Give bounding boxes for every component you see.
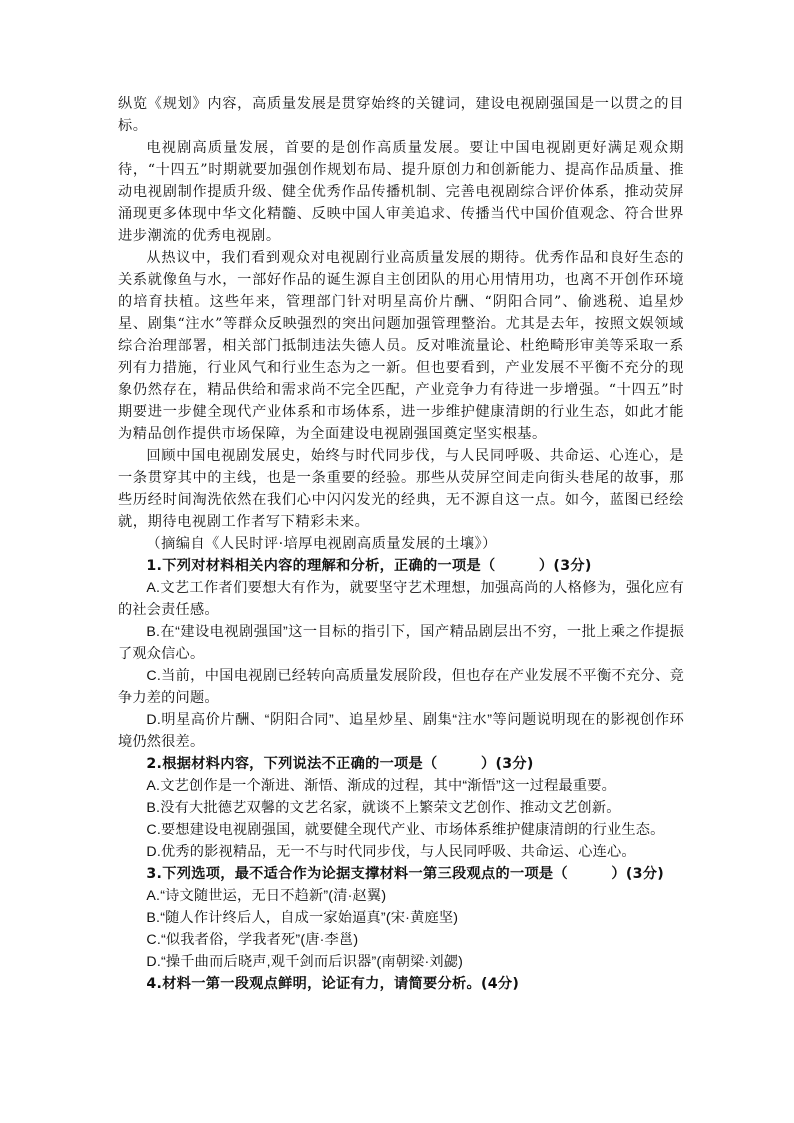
question-1-option-b: B.在“建设电视剧强国”这一目标的指引下，国产精品剧层出不穷，一批上乘之作提振了观众信心。 [118, 624, 684, 662]
passage-source: （摘编自《人民时评·培厚电视剧高质量发展的土壤》） [146, 536, 497, 552]
passage-paragraph-4: 回顾中国电视剧发展史，始终与时代同步伐，与人民同呼吸、共命运、心连心，是一条贯穿其中的主线，也是一条重要的经验。那些从荧屏空间走向街头巷尾的故事，那些历经时间淘洗依然在我们心中闪闪发光的经典，无不源自这一点。如今，蓝图已经绘就，期待电视剧工作者写下精彩未来。 [118, 448, 684, 530]
passage-paragraph-3: 从热议中，我们看到观众对电视剧行业高质量发展的期待。优秀作品和良好生态的关系就像鱼与水，一部好作品的诞生源自主创团队的用心用情用功，也离不开创作环境的培育扶植。这些年来，管理部门针对明星高价片酬、“阴阳合同”、偷逃税、追星炒星、剧集“注水”等群众反映强烈的突出问题加强管理整治。尤其是去年，按照文娱领域综合治理部署，相关部门抵制违法失德人员。反对唯流量论、杜绝畸形审美等采取一系列有力措施，行业风气和行业生态为之一新。但也要看到，产业发展不平衡不充分的现象仍然存在，精品供给和需求尚不完全匹配，产业竞争力有待进一步增强。“十四五”时期要进一步健全现代产业体系和市场体系，进一步维护健康清朗的行业生态，如此才能为精品创作提供市场保障，为全面建设电视剧强国奠定坚实根基。 [118, 250, 684, 442]
question-3-option-c: C.“似我者俗，学我者死”(唐·李邕) [146, 932, 359, 948]
passage-paragraph-2: 电视剧高质量发展，首要的是创作高质量发展。要让中国电视剧更好满足观众期待，“十四五”时期就要加强创作规划布局、提升原创力和创新能力、提高作品质量、推动电视剧制作提质升级、健全优秀作品传播机制、完善电视剧综合评价体系，推动荧屏涌现更多体现中华文化精髓、反映中国人审美追求、传播当代中国价值观念、符合世界进步潮流的优秀电视剧。 [118, 140, 684, 244]
question-3-option-d: D.“操千曲而后晓声,观千剑而后识器”(南朝梁·刘勰) [146, 954, 464, 970]
question-2-option-a: A.文艺创作是一个渐进、渐悟、渐成的过程，其中“渐悟”这一过程最重要。 [146, 778, 617, 794]
question-1-stem: 1.下列对材料相关内容的理解和分析，正确的一项是（ ）(3分) [146, 558, 592, 574]
question-1-option-c: C.当前，中国电视剧已经转向高质量发展阶段，但也存在产业发展不平衡不充分、竞争力差的问题。 [118, 668, 684, 706]
question-2-option-c: C.要想建设电视剧强国，就要健全现代产业、市场体系维护健康清朗的行业生态。 [146, 822, 665, 838]
question-2-stem: 2.根据材料内容，下列说法不正确的一项是（ ）(3分) [146, 756, 534, 772]
question-3-option-a: A.“诗文随世运，无日不趋新”(清·赵翼) [146, 888, 387, 904]
question-2-option-b: B.没有大批德艺双馨的文艺名家，就谈不上繁荣文艺创作、推动文艺创新。 [146, 800, 621, 816]
passage-paragraph-1: 纵览《规划》内容，高质量发展是贯穿始终的关键词，建设电视剧强国是一以贯之的目标。 [118, 96, 684, 134]
question-1-option-a: A.文艺工作者们要想大有作为，就要坚守艺术理想，加强高尚的人格修为，强化应有的社会责任感。 [118, 580, 684, 618]
question-4-stem: 4.材料一第一段观点鲜明，论证有力，请简要分析。(4分) [146, 976, 520, 992]
question-3-stem: 3.下列选项，最不适合作为论据支撑材料一第三段观点的一项是（ ）(3分) [146, 866, 665, 882]
question-3-option-b: B.“随人作计终后人，自成一家始逼真”(宋·黄庭坚) [146, 910, 459, 926]
question-1-option-d: D.明星高价片酬、“阴阳合同”、追星炒星、剧集“注水”等问题说明现在的影视创作环境仍然很差。 [118, 712, 684, 750]
question-2-option-d: D.优秀的影视精品，无一不与时代同步伐，与人民同呼吸、共命运、心连心。 [146, 844, 636, 860]
